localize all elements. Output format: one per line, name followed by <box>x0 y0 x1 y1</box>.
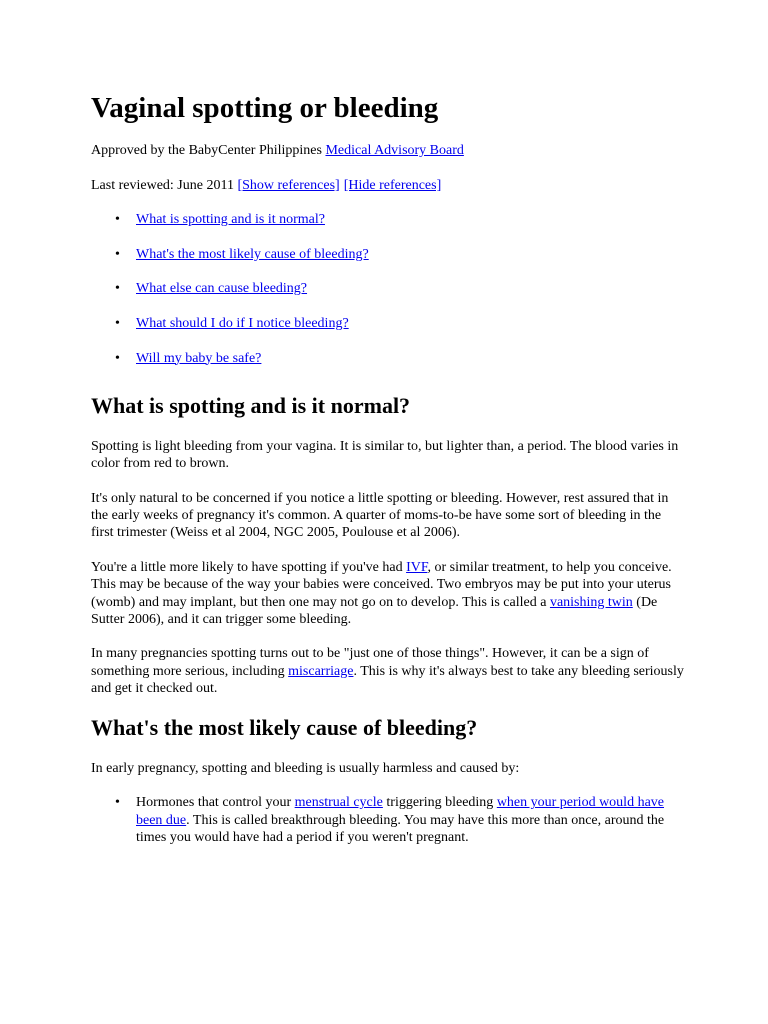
show-references-link[interactable]: [Show references] <box>237 177 340 193</box>
page-title: Vaginal spotting or bleeding <box>91 92 439 124</box>
bullet-icon: • <box>115 350 120 366</box>
toc-item <box>115 280 684 297</box>
miscarriage-link[interactable]: miscarriage <box>288 663 354 679</box>
list-item <box>115 794 684 846</box>
reviewed-line <box>91 177 684 194</box>
paragraph-text: , or similar treatment, to help you conceive. This may be because of the way your babies were conceived. Two embryos may be put into your uterus (womb) and may implant, but then one may not go on to develop. This is called a <box>91 559 672 610</box>
approved-line <box>91 142 684 159</box>
cause-list <box>91 794 684 846</box>
paragraph-text: (De Sutter 2006), and it can trigger some bleeding. <box>91 594 658 627</box>
list-item-text: Hormones that control your <box>136 795 295 811</box>
toc-link-what-else[interactable]: What else can cause bleeding? <box>136 281 308 297</box>
paragraph-text: In many pregnancies spotting turns out to be "just one of those things". However, it can be a sign of something more serious, including <box>91 646 649 679</box>
bullet-icon: • <box>115 315 120 331</box>
toc-link-likely-cause[interactable]: What's the most likely cause of bleeding? <box>136 246 369 262</box>
section-heading-spotting: What is spotting and is it normal? <box>91 392 411 418</box>
toc-item <box>115 315 684 332</box>
bullet-icon: • <box>115 246 120 262</box>
medical-advisory-board-link[interactable]: Medical Advisory Board <box>325 143 464 158</box>
toc-link-what-is-spotting[interactable]: What is spotting and is it normal? <box>136 212 325 228</box>
paragraph-text: You're a little more likely to have spotting if you've had <box>91 559 407 575</box>
bullet-icon: • <box>115 281 120 297</box>
reviewed-text: Last reviewed: June 2011 <box>91 177 238 193</box>
toc-item <box>115 211 684 228</box>
section-heading-likely-cause: What's the most likely cause of bleeding? <box>91 714 478 740</box>
ivf-link[interactable]: IVF <box>406 559 428 575</box>
toc-link-baby-safe[interactable]: Will my baby be safe? <box>136 350 262 366</box>
table-of-contents <box>91 211 684 367</box>
approved-text: Approved by the BabyCenter Philippines <box>91 143 326 158</box>
bullet-icon: • <box>115 212 120 228</box>
list-item-text: triggering bleeding <box>382 795 497 811</box>
period-due-link[interactable]: when your period would have been due <box>136 795 664 828</box>
toc-item <box>115 246 684 263</box>
vanishing-twin-link[interactable]: vanishing twin <box>549 594 633 610</box>
toc-item <box>115 350 684 367</box>
paragraph-spotting-common: It's only natural to be concerned if you notice a little spotting or bleeding. However, rest assured that in the early weeks of pregnancy it's common. A quarter of moms-to-be have some sort of bleeding in the first trimester (Weiss et al 2004, NGC 2005, Poulouse et al 2006). <box>91 490 669 541</box>
hide-references-link[interactable]: [Hide references] <box>343 177 442 193</box>
bullet-icon: • <box>115 795 120 811</box>
paragraph-ivf <box>91 559 684 628</box>
paragraph-text: . This is why it's always best to take any bleeding seriously and get it checked out. <box>91 663 684 697</box>
list-item-text: . This is called breakthrough bleeding. You may have this more than once, around the times you would have had a period if you weren't pregnant. <box>136 812 665 845</box>
toc-link-what-should-i-do[interactable]: What should I do if I notice bleeding? <box>136 315 349 331</box>
menstrual-cycle-link[interactable]: menstrual cycle <box>294 795 383 811</box>
paragraph-miscarriage <box>91 645 684 697</box>
paragraph-spotting-definition: Spotting is light bleeding from your vagina. It is similar to, but lighter than, a period. The blood varies in color from red to brown. <box>91 438 679 472</box>
paragraph-cause-intro: In early pregnancy, spotting and bleeding is usually harmless and caused by: <box>91 760 520 776</box>
